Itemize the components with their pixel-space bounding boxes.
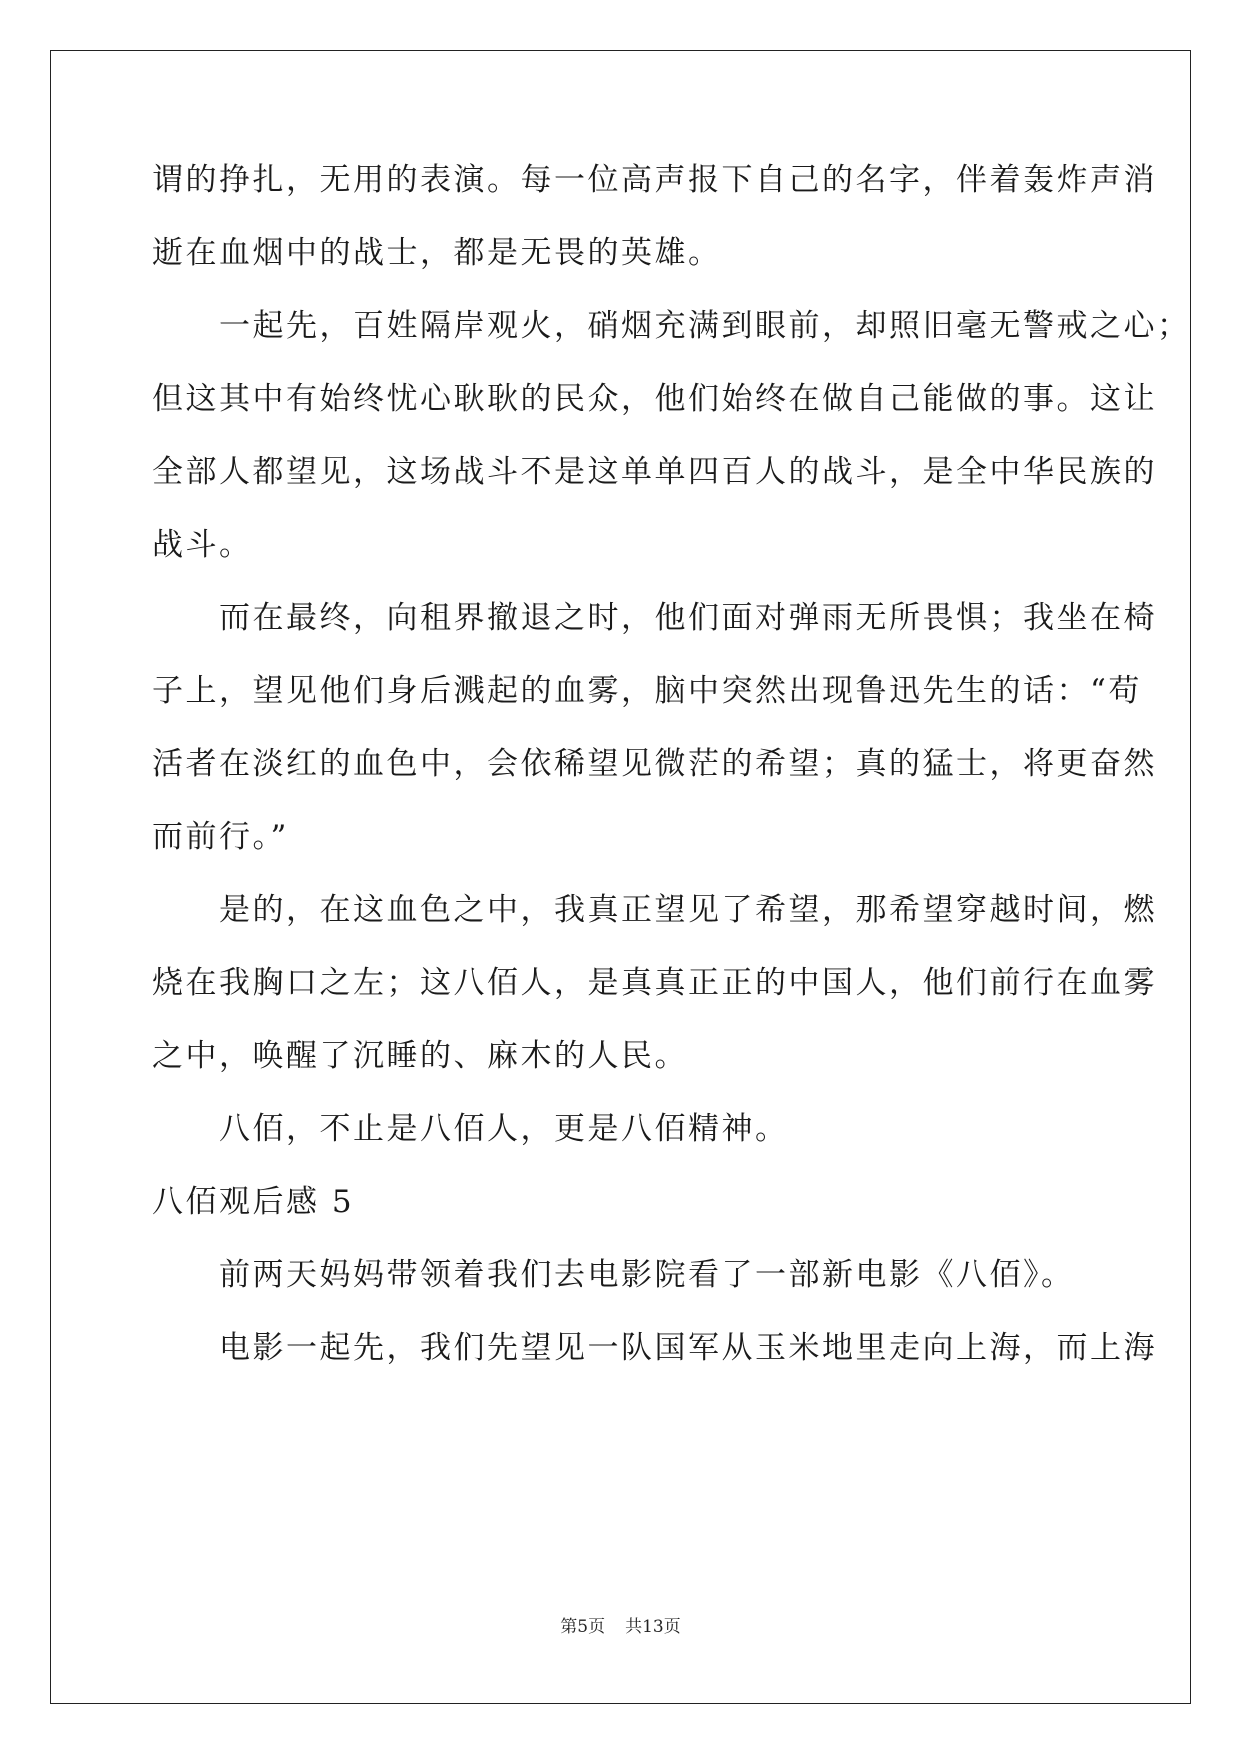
text-line: 但这其中有始终忧心耿耿的民众，他们始终在做自己能做的事。这让 <box>152 381 1157 417</box>
text-line: 谓的挣扎，无用的表演。每一位高声报下自己的名字，伴着轰炸声消 <box>152 162 1157 198</box>
text-line: 子上，望见他们身后溅起的血雾，脑中突然出现鲁迅先生的话：“苟 <box>152 673 1142 709</box>
text-line: 逝在血烟中的战士，都是无畏的英雄。 <box>152 235 722 271</box>
text-line: 八佰，不止是八佰人，更是八佰精神。 <box>152 1111 789 1147</box>
text-line: 之中，唤醒了沉睡的、麻木的人民。 <box>152 1038 688 1074</box>
text-line: 而在最终，向租界撤退之时，他们面对弹雨无所畏惧；我坐在椅 <box>152 600 1157 636</box>
page-total: 共13页 <box>625 1617 681 1637</box>
text-line: 活者在淡红的血色中，会依稀望见微茫的希望；真的猛士，将更奋然 <box>152 746 1157 782</box>
text-line: 而前行。” <box>152 819 289 855</box>
section-heading: 八佰观后感 5 <box>152 1184 355 1220</box>
text-line: 是的，在这血色之中，我真正望见了希望，那希望穿越时间，燃 <box>152 892 1157 928</box>
text-line: 一起先，百姓隔岸观火，硝烟充满到眼前，却照旧毫无警戒之心； <box>152 308 1191 344</box>
page-number: 第5页 <box>560 1617 606 1637</box>
text-line: 前两天妈妈带领着我们去电影院看了一部新电影《八佰》。 <box>152 1257 1075 1293</box>
page-border <box>50 50 1191 1704</box>
page-footer <box>0 1616 1241 1638</box>
text-line: 烧在我胸口之左；这八佰人，是真真正正的中国人，他们前行在血雾 <box>152 965 1157 1001</box>
text-line: 战斗。 <box>152 527 253 563</box>
text-line: 电影一起先，我们先望见一队国军从玉米地里走向上海，而上海 <box>152 1330 1157 1366</box>
text-line: 全部人都望见，这场战斗不是这单单四百人的战斗，是全中华民族的 <box>152 454 1157 490</box>
